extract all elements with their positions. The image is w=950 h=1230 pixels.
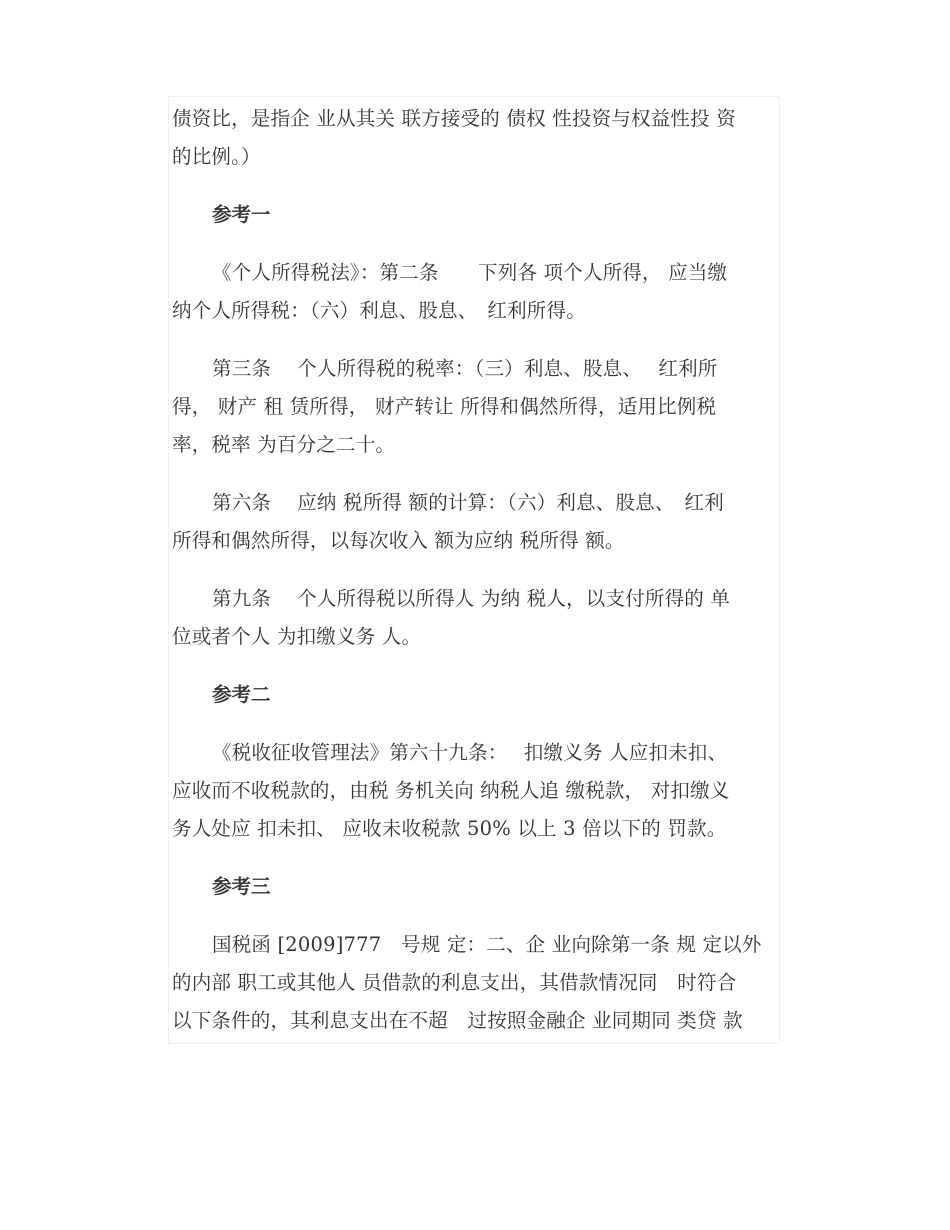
text-line: 以下条件的，其利息支出在不超 过按照金融企 业同期同 类贷 款 [172,1009,743,1032]
text-line: 第九条 个人所得税以所得人 为纳 税人，以支付所得的 单 [212,587,731,610]
text-line: 应收而不收税款的，由税 务机关向 纳税人追 缴税款， 对扣缴义 [172,779,730,802]
document-body [172,100,780,1040]
section-heading-2: 参考二 [212,683,271,706]
text-line: 第六条 应纳 税所得 额的计算：（六）利息、股息、 红利 [212,491,724,514]
paragraph-collection-law-article-69 [172,734,780,848]
text-line: 的内部 职工或其他人 员借款的利息支出，其借款情况同 时符合 [172,971,737,994]
text-line: 债资比，是指企 业从其关 联方接受的 债权 性投资与权益性投 资 [172,107,736,130]
text-line: 第三条 个人所得税的税率：（三）利息、股息、 红利所 [212,357,718,380]
text-line: 《税收征收管理法》第六十九条： 扣缴义务 人应扣未扣、 [212,741,728,764]
text-line: 《个人所得税法》：第二条 下列各 项个人所得， 应当缴 [212,261,728,284]
text-line: 所得和偶然所得，以每次收入 额为应纳 税所得 额。 [172,529,625,552]
text-line: 务人处应 扣未扣、 应收未收税款 50% 以上 3 倍以下的 罚款。 [172,817,727,840]
text-line: 率，税率 为百分之二十。 [172,433,396,456]
text-line: 位或者个人 为扣缴义务 人。 [172,625,422,648]
paragraph-tax-law-article-2 [172,254,780,330]
text-line: 纳个人所得税：（六）利息、股息、 红利所得。 [172,299,586,322]
section-heading-3: 参考三 [212,875,271,898]
paragraph-article-9 [172,580,780,656]
section-heading-1: 参考一 [212,203,271,226]
paragraph-circular-2009-777 [172,926,780,1040]
text-line: 的比例。） [172,145,261,168]
intro-paragraph [172,100,780,176]
text-line: 国税函 [2009]777 号规 定：二、企 业向除第一条 规 定以外 [212,933,762,956]
text-line: 得， 财产 租 赁所得， 财产转让 所得和偶然所得，适用比例税 [172,395,717,418]
paragraph-article-3 [172,350,780,464]
paragraph-article-6 [172,484,780,560]
